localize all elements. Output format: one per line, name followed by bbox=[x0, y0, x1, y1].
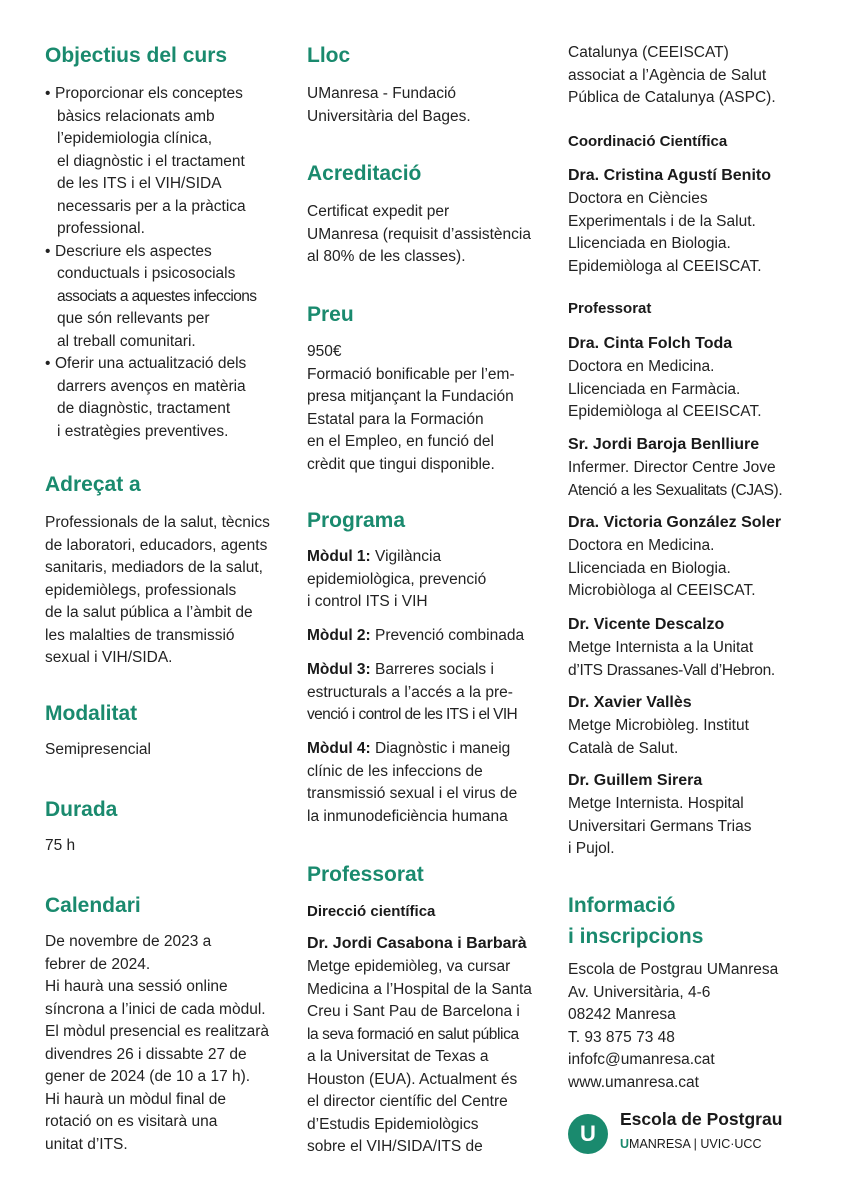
person-name: Dr. Xavier Vallès bbox=[568, 694, 692, 711]
person-bio: Doctora en Medicina. Llicenciada en Farmàcia. Epidemiòloga al CEEISCAT. bbox=[568, 358, 762, 420]
professorat-subheading: Professorat bbox=[568, 300, 652, 317]
acreditacio-heading: Acreditació bbox=[307, 162, 422, 185]
person-name: Sr. Jordi Baroja Benlliure bbox=[568, 436, 760, 453]
adrecat-heading: Adreçat a bbox=[45, 473, 141, 496]
programa-heading: Programa bbox=[307, 509, 406, 532]
director-name: Dr. Jordi Casabona i Barbarà bbox=[307, 935, 527, 952]
modalitat-text: Semipresencial bbox=[45, 741, 151, 758]
person-name: Dra. Victoria González Soler bbox=[568, 514, 782, 531]
coordinator-name: Dra. Cristina Agustí Benito bbox=[568, 167, 771, 184]
address-street: Av. Universitària, 4-6 bbox=[568, 983, 711, 1001]
professorat-heading: Professorat bbox=[307, 863, 424, 886]
person-bio: Doctora en Medicina. Llicenciada en Biologia. Microbiòloga al CEEISCAT. bbox=[568, 537, 756, 599]
calendari-heading: Calendari bbox=[45, 894, 141, 917]
durada-heading: Durada bbox=[45, 798, 118, 821]
person-bio: Infermer. Director Centre Jove Atenció a les Sexualitats (CJAS). bbox=[568, 459, 783, 499]
person-bio: Metge Internista. Hospital Universitari Germans Trias i Pujol. bbox=[568, 795, 752, 857]
umanresa-logo-mark: U bbox=[568, 1114, 608, 1154]
preu-text: 950€ Formació bonificable per l’em- presa mitjançant la Fundación Estatal para la Formación en el Empleo, en funció del crèdit que tingui disponible. bbox=[307, 343, 515, 473]
logo-subtitle: UMANRESA | UVIC·UCC bbox=[620, 1137, 762, 1151]
adrecat-text: Professionals de la salut, tècnics de laboratori, educadors, agents sanitaris, mediadors de la salut, epidemiòlegs, professionals de la salut pública a l’àmbit de les malalties de transmissió sexual i VIH/SIDA. bbox=[45, 514, 270, 666]
info-contact bbox=[568, 959, 778, 1094]
objectius-heading: Objectius del curs bbox=[45, 44, 228, 67]
coordinacio-subheading: Coordinació Científica bbox=[568, 133, 728, 150]
person-bio: Metge Microbiòleg. Institut Català de Salut. bbox=[568, 717, 749, 757]
acreditacio-text: Certificat expedit per UManresa (requisit d’assistència al 80% de les classes). bbox=[307, 203, 531, 265]
objectius-list bbox=[45, 83, 256, 443]
info-heading: Informació i inscripcions bbox=[568, 894, 704, 948]
person-name: Dr. Vicente Descalzo bbox=[568, 616, 725, 633]
module-3: Mòdul 3: Barreres socials i estructurals a l’accés a la pre- venció i control de les ITS i el VIH bbox=[307, 661, 518, 723]
email-link[interactable]: infofc@umanresa.cat bbox=[568, 1051, 715, 1068]
person-name: Dra. Cinta Folch Toda bbox=[568, 335, 733, 352]
person-name: Dr. Guillem Sirera bbox=[568, 772, 703, 789]
module-2: Mòdul 2: Prevenció combinada bbox=[307, 627, 525, 644]
objectius-bullet-3: • Oferir una actualització dels darrers avenços en matèria de diagnòstic, tractament i estratègies preventives. bbox=[45, 355, 247, 440]
logo-title: Escola de Postgrau bbox=[620, 1109, 783, 1129]
address-city: 08242 Manresa bbox=[568, 1006, 676, 1023]
website-link[interactable]: www.umanresa.cat bbox=[568, 1073, 699, 1091]
school-name: Escola de Postgrau UManresa bbox=[568, 961, 779, 978]
objectius-bullet-2: • Descriure els aspectes conductuals i psicosocials associats a aquestes infeccions que són rellevants per al treball comunitari. bbox=[45, 242, 257, 350]
director-bio: Metge epidemiòleg, va cursar Medicina a l’Hospital de la Santa Creu i Sant Pau de Barcelona i la seva formació en salut pública a la Universitat de Texas a Houston (EUA). Actualment és el director científic del Centre d’Estudis Epidemiològics sobre el VIH/SIDA/ITS de bbox=[307, 958, 532, 1155]
durada-text: 75 h bbox=[45, 837, 76, 854]
objectius-bullet-1: • Proporcionar els conceptes bàsics relacionats amb l’epidemiologia clínica, el diagnòstic i el tractament de les ITS i el VIH/SIDA necessaris per a la pràctica professional. bbox=[45, 85, 246, 237]
phone-number: T. 93 875 73 48 bbox=[568, 1028, 675, 1046]
umanresa-logo bbox=[568, 1108, 838, 1156]
calendari-text: De novembre de 2023 a febrer de 2024. Hi haurà una sessió online síncrona a l’inici de cada mòdul. El mòdul presencial es realitzarà divendres 26 i dissabte 27 de gener de 2024 (de 10 a 17 h). Hi haurà un mòdul final de rotació on es visitarà una unitat d’ITS. bbox=[45, 933, 269, 1153]
preu-heading: Preu bbox=[307, 303, 354, 326]
coordinator-bio: Doctora en Ciències Experimentals i de la Salut. Llicenciada en Biologia. Epidemiòloga al CEEISCAT. bbox=[568, 190, 762, 275]
module-1: Mòdul 1: Vigilància epidemiològica, prevenció i control ITS i VIH bbox=[307, 548, 487, 610]
director-bio-continued: Catalunya (CEEISCAT) associat a l’Agència de Salut Pública de Catalunya (ASPC). bbox=[568, 44, 776, 106]
module-4: Mòdul 4: Diagnòstic i maneig clínic de les infeccions de transmissió sexual i el virus de la inmunodeficiència humana bbox=[307, 740, 518, 825]
lloc-text: UManresa - Fundació Universitària del Bages. bbox=[307, 85, 471, 125]
person-bio: Metge Internista a la Unitat d’ITS Drassanes-Vall d’Hebron. bbox=[568, 639, 775, 679]
modalitat-heading: Modalitat bbox=[45, 702, 138, 725]
lloc-heading: Lloc bbox=[307, 44, 351, 67]
direccio-subheading: Direcció científica bbox=[307, 903, 436, 920]
